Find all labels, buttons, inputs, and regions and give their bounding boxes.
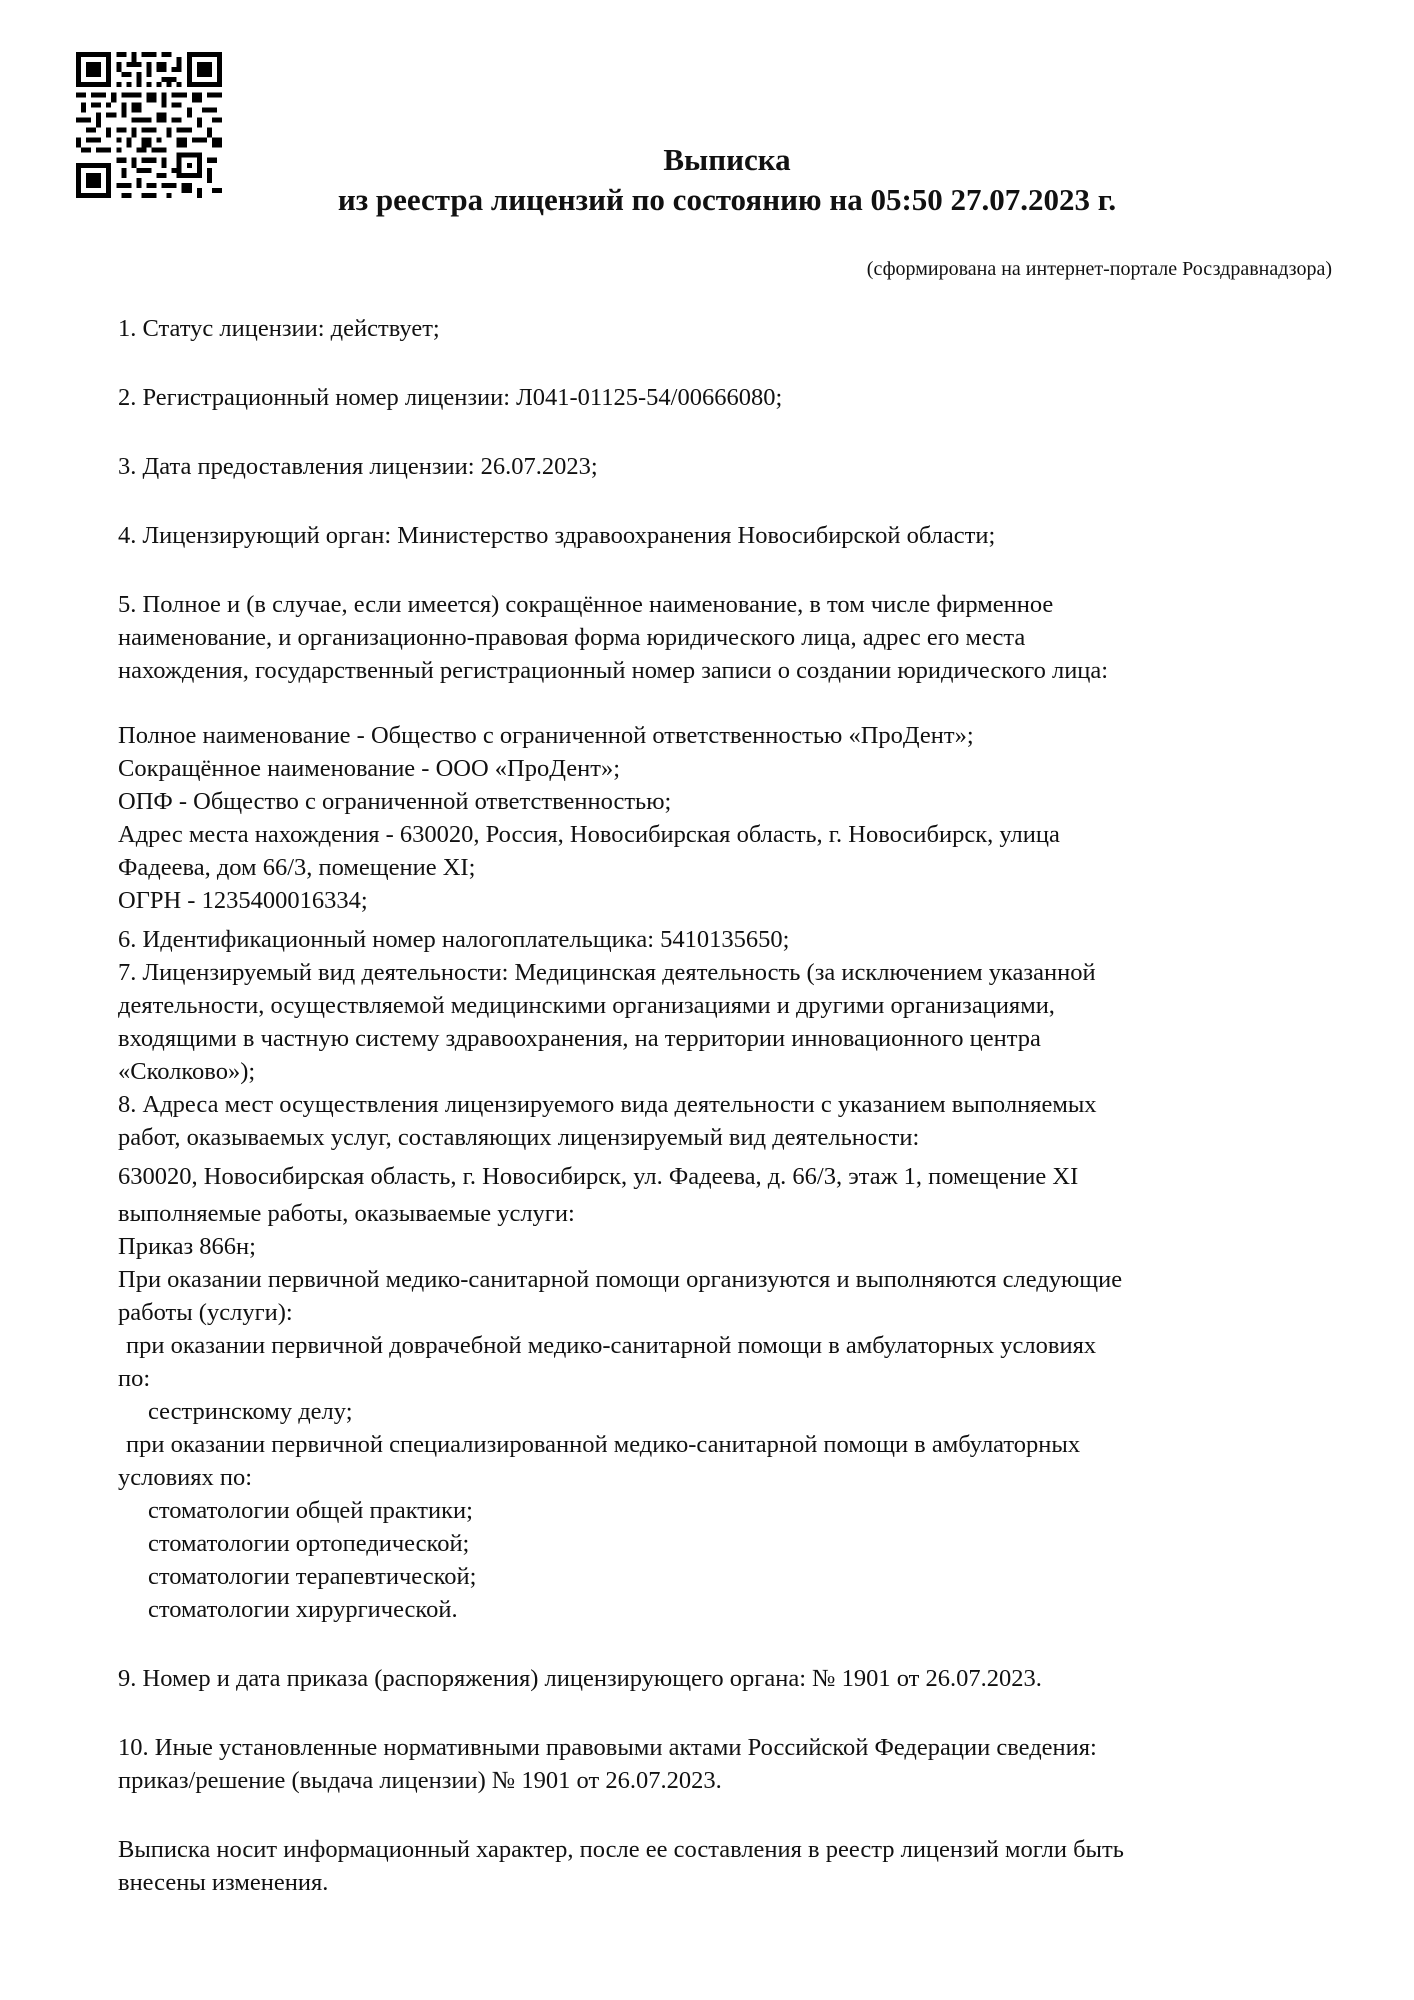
org-full-name: Полное наименование - Общество с ограниченной ответственностью «ПроДент»; bbox=[118, 722, 974, 749]
other-info-line: 10. Иные установленные нормативными правовыми актами Российской Федерации сведения: bbox=[118, 1734, 1097, 1761]
works-item: стоматологии терапевтической; bbox=[148, 1563, 477, 1590]
org-ogrn: ОГРН - 1235400016334; bbox=[118, 887, 368, 914]
heading-line: 5. Полное и (в случае, если имеется) сокращённое наименование, в том числе фирменное bbox=[118, 591, 1054, 618]
other-info-line: приказ/решение (выдача лицензии) № 1901 от 26.07.2023. bbox=[118, 1767, 722, 1794]
works-intro: выполняемые работы, оказываемые услуги: bbox=[118, 1200, 575, 1227]
footer-note-line: внесены изменения. bbox=[118, 1869, 329, 1896]
org-inn: 6. Идентификационный номер налогоплательщика: 5410135650; bbox=[118, 926, 790, 953]
activity-line: деятельности, осуществляемой медицинскими организациями и другими организациями, bbox=[118, 992, 1055, 1019]
works-order: Приказ 866н; bbox=[118, 1233, 256, 1260]
source-note: (сформирована на интернет-портале Росздравнадзора) bbox=[866, 258, 1332, 280]
org-opf: ОПФ - Общество с ограниченной ответственностью; bbox=[118, 788, 672, 815]
license-date: 3. Дата предоставления лицензии: 26.07.2023; bbox=[118, 453, 598, 480]
org-details bbox=[118, 719, 1318, 917]
works-group-primary: при оказании первичной доврачебной медико-санитарной помощи в амбулаторных условиях bbox=[126, 1332, 1097, 1359]
activity-line: входящими в частную систему здравоохранения, на территории инновационного центра bbox=[118, 1025, 1041, 1052]
activity-line: «Сколково»); bbox=[118, 1058, 256, 1085]
works-list bbox=[118, 1197, 1318, 1626]
heading-line: наименование, и организационно-правовая форма юридического лица, адрес его места bbox=[118, 624, 1026, 651]
works-group-specialized-cont: условиях по: bbox=[118, 1464, 253, 1491]
order-number: 9. Номер и дата приказа (распоряжения) лицензирующего органа: № 1901 от 26.07.2023. bbox=[118, 1665, 1042, 1692]
heading-line: работ, оказываемых услуг, составляющих лицензируемый вид деятельности: bbox=[118, 1124, 920, 1151]
works-group-specialized: при оказании первичной специализированной медико-санитарной помощи в амбулаторных bbox=[126, 1431, 1081, 1458]
activity-line: 7. Лицензируемый вид деятельности: Медицинская деятельность (за исключением указанной bbox=[118, 959, 1096, 986]
document-body bbox=[118, 312, 1318, 1899]
works-item: стоматологии общей практики; bbox=[148, 1497, 473, 1524]
org-name-heading bbox=[118, 588, 1318, 687]
heading-line: нахождения, государственный регистрационный номер записи о создании юридического лица: bbox=[118, 657, 1109, 684]
other-info bbox=[118, 1731, 1318, 1797]
works-preamble-cont: работы (услуги): bbox=[118, 1299, 293, 1326]
org-address: Адрес места нахождения - 630020, Россия, Новосибирская область, г. Новосибирск, улица bbox=[118, 821, 1060, 848]
addresses-heading bbox=[118, 1088, 1318, 1154]
footer-note bbox=[118, 1833, 1318, 1899]
works-item: сестринскому делу; bbox=[148, 1398, 353, 1425]
licensed-activity bbox=[118, 956, 1318, 1088]
works-item: стоматологии хирургической. bbox=[148, 1596, 458, 1623]
org-short-name: Сокращённое наименование - ООО «ПроДент»; bbox=[118, 755, 620, 782]
org-address-cont: Фадеева, дом 66/3, помещение XI; bbox=[118, 854, 476, 881]
footer-note-line: Выписка носит информационный характер, после ее составления в реестр лицензий могли быть bbox=[118, 1836, 1124, 1863]
works-group-primary-cont: по: bbox=[118, 1365, 151, 1392]
work-address: 630020, Новосибирская область, г. Новосибирск, ул. Фадеева, д. 66/3, этаж 1, помещение XI bbox=[118, 1163, 1079, 1190]
works-preamble: При оказании первичной медико-санитарной помощи организуются и выполняются следующие bbox=[118, 1266, 1123, 1293]
document-title: Выписка bbox=[663, 142, 791, 177]
document-subtitle: из реестра лицензий по состоянию на 05:50 27.07.2023 г. bbox=[337, 182, 1117, 217]
works-item: стоматологии ортопедической; bbox=[148, 1530, 470, 1557]
heading-line: 8. Адреса мест осуществления лицензируемого вида деятельности с указанием выполняемых bbox=[118, 1091, 1097, 1118]
license-reg-number: 2. Регистрационный номер лицензии: Л041-01125-54/00666080; bbox=[118, 384, 783, 411]
licensing-body: 4. Лицензирующий орган: Министерство здравоохранения Новосибирской области; bbox=[118, 522, 996, 549]
license-status: 1. Статус лицензии: действует; bbox=[118, 315, 440, 342]
